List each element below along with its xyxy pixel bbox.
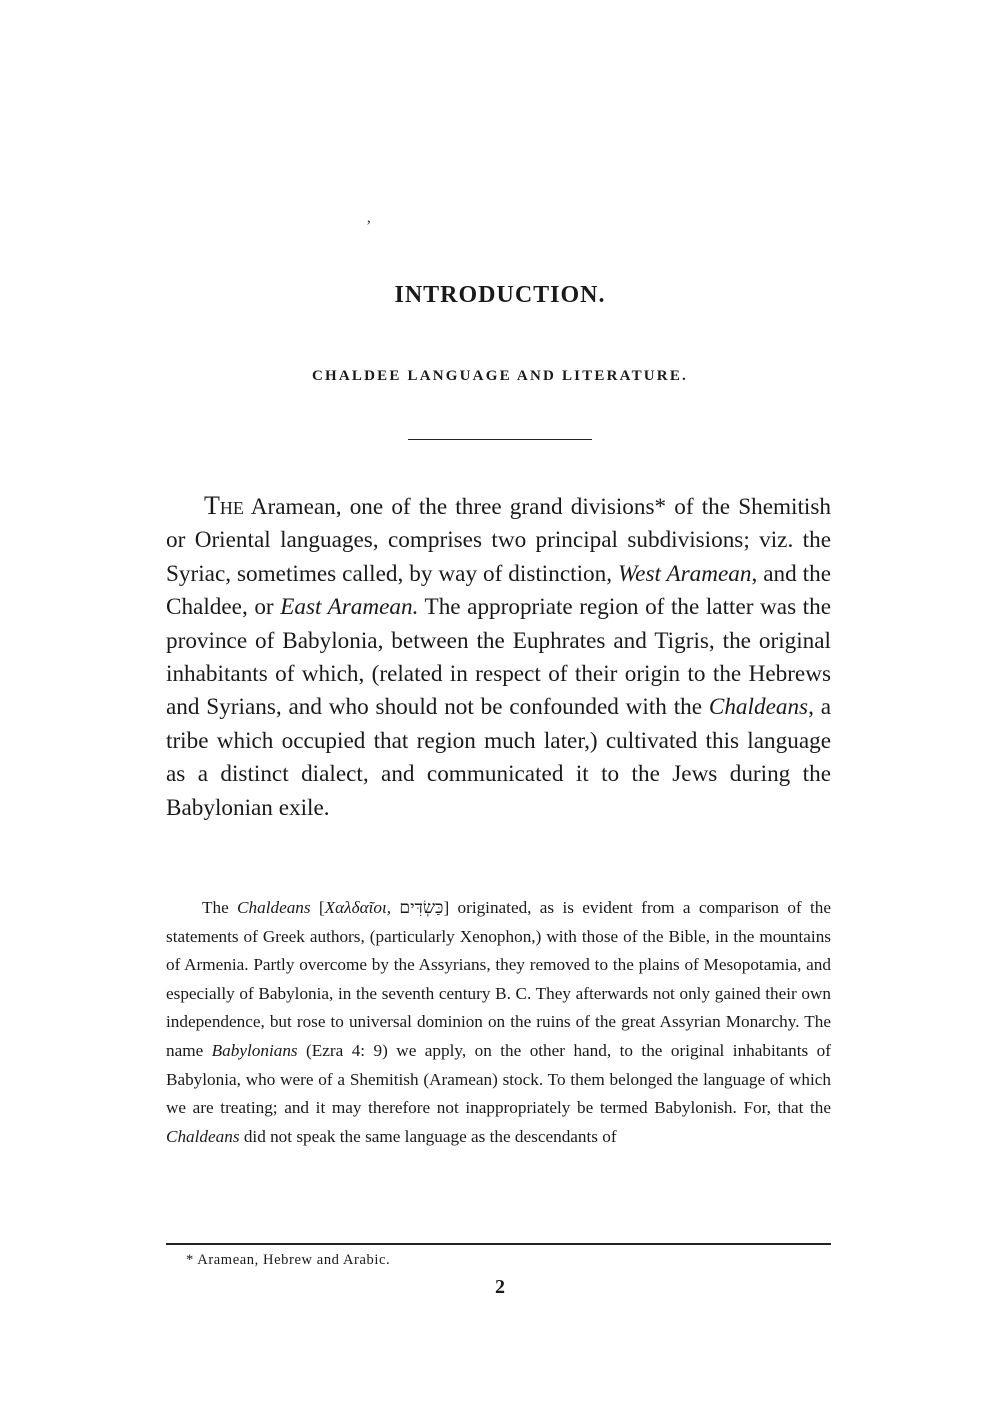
secondary-paragraph-emphasis-3: Chaldeans [166, 1126, 240, 1146]
lead-word: The [204, 491, 244, 520]
secondary-paragraph-text-1: The [202, 898, 238, 917]
title-divider [408, 439, 592, 440]
main-paragraph-emphasis-2: East Aramean. [280, 594, 419, 621]
main-paragraph-text-2: , and the Chaldee, or [166, 560, 832, 621]
secondary-paragraph-emphasis-1: Chaldeans [237, 898, 311, 917]
main-paragraph-emphasis-3: Chaldeans [708, 694, 809, 721]
greek-word: Χαλδαῖοι, [324, 898, 392, 917]
main-paragraph [166, 489, 831, 825]
secondary-paragraph-text-3: (Ezra 4: 9) we apply, on the other hand, to the original inhabitants of Babylonia, who were of a Shemitish (Aramean) stock. To them belonged the language of which we are treating; and it may therefore not inappropriately be termed Babylonish. For, that the [166, 1040, 831, 1118]
bracket-open: [ [310, 898, 325, 917]
secondary-paragraph [166, 894, 831, 1151]
stray-ink-mark: ʼ [366, 218, 372, 235]
secondary-paragraph-emphasis-2: Babylonians [211, 1040, 298, 1060]
secondary-paragraph-text-4: did not speak the same language as the descendants of [239, 1126, 617, 1146]
footnote-divider [166, 1243, 831, 1245]
main-paragraph-emphasis-1: West Aramean [617, 560, 752, 587]
chapter-title: INTRODUCTION. [394, 282, 606, 308]
page-number: 2 [495, 1276, 505, 1298]
footnote: * Aramean, Hebrew and Arabic. [186, 1252, 391, 1268]
chapter-subtitle: CHALDEE LANGUAGE AND LITERATURE. [311, 368, 688, 384]
main-paragraph-text-3: The appropriate region of the latter was the province of Babylonia, between the Euphrates and Tigris, the original inhabitants of which, (related in respect of their origin to the Hebrews and Syrians, and who should not be confounded with the [166, 594, 831, 721]
hebrew-word: כַּשְׂדִּים [399, 898, 444, 917]
main-paragraph-text-4: , a tribe which occupied that region much later,) cultivated this language as a distinct dialect, and communicated it to the Jews during the Babylonian exile. [166, 694, 831, 821]
main-paragraph-text-1: Aramean, one of the three grand divisions* of the Shemitish or Oriental languages, comprises two principal subdivisions; viz. the Syriac, sometimes called, by way of distinction, [166, 494, 831, 587]
secondary-paragraph-text-2: ] originated, as is evident from a comparison of the statements of Greek authors, (particularly Xenophon,) with those of the Bible, in the mountains of Armenia. Partly overcome by the Assyrians, they removed to the plains of Mesopotamia, and especially of Babylonia, in the seventh century B. C. They afterwards not only gained their own independence, but rose to universal dominion on the ruins of the great Assyrian Monarchy. The name [166, 898, 831, 1060]
